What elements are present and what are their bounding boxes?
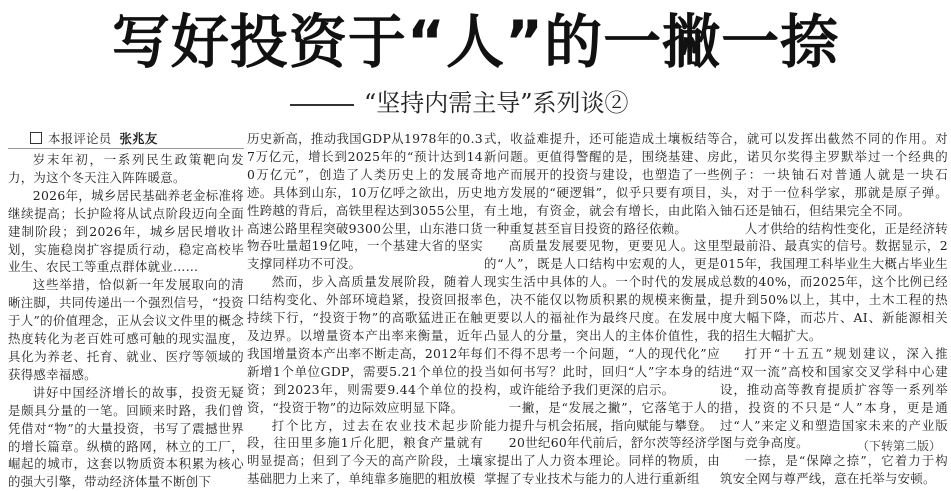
- continuation-note: （下转第二版）: [856, 439, 941, 453]
- paragraph: 一捺，是“保障之捺”，它着力于构筑安全网与尊严线，意在托举与安顿。: [720, 453, 948, 487]
- paragraph: 高质量发展要见物，更要见人。这里的“人”，既是人口结构中宏观的人，更是现实生活中具体的人。一个时代的发展成色，决不能仅以物质积累的规模来衡量，更要以人的福祉作为最终尺度。在发展中凸显人的分量，突出人的主体价值性，我们不得不思考一个问题，“人的现代化”应当如何书写？此时，回归“人”字本身的结构，或许能给予我们更深的启示。: [484, 238, 720, 397]
- subhead-dash: [290, 104, 354, 106]
- byline: [8, 130, 244, 149]
- paragraph: 20世纪60年代前后，舒尔茨等经济学家提出了人力资本理论。同样的物质，由掌握了专业技术与能力的人进行重新组: [484, 435, 720, 487]
- square-icon: [30, 132, 42, 144]
- article-column-4: [720, 130, 948, 487]
- subhead-text: “坚持内需主导”系列谈②: [364, 89, 629, 117]
- headline: 写好投资于“人”的一撇一捺: [111, 8, 840, 76]
- paragraph: 人才供给的结构性变化，正是经济转型最前沿、最真实的信号。数据显示，2015年，我国理工科毕业生大概占毕业生总数的40%，而2025年，这个比例已经提升到50%以上，其中，土木工程的热度大幅下降，而芯片、AI、新能源相关的招生大幅扩大。: [720, 220, 948, 343]
- article-column-2: [247, 130, 483, 487]
- subheadline: [290, 86, 710, 120]
- paragraph: 然而，步入高质量发展阶段，随着人口结构变化、外部环境趋紧，投资回报率持续下行，“投资于物”的高歌猛进正在触及边界。以增量资本产出率来衡量，近年我国增量资本产出率不断走高，2012年每新增1个单位GDP，需要5.21个单位的投资；到2023年，则需要9.44个单位的投资，“投资于物”的边际效应明显下降。: [247, 274, 483, 415]
- paragraph: 岁末年初，一系列民生政策靶向发力，为这个冬天注入阵阵暖意。: [8, 152, 244, 185]
- article-column-3: [484, 130, 720, 487]
- paragraph: 讲好中国经济增长的故事，投资无疑是颇具分量的一笔。回顾来时路，我们曾凭借对“物”的大量投资，书写了震撼世界的增长篇章。纵横的路网，林立的工厂，崛起的城市，这套以物质资本积累为核心的强大引擎，带动经济体量不断创下: [8, 384, 244, 490]
- paragraph: 这些举措，恰似新一年发展取向的清晰注脚，共同传递出一个强烈信号，“投资于人”的价值理念，正从会议文件里的概念热度转化为老百姓可感可触的现实温度，具化为养老、托育、就业、医疗等领域的获得感幸福感。: [8, 277, 244, 382]
- author-role: 本报评论员: [48, 131, 112, 146]
- paragraph: 打开“十五五”规划建议，深入推进“双一流”高校和国家交叉学科中心建设，推动高等教育提质扩容等一系列举措，投资的不只是“人”本身，更是通过“人”来定义和塑造国家未来的产业版图与竞争高度。: [720, 345, 948, 451]
- article-column-1: [8, 130, 244, 490]
- paragraph: 历史新高，推动我国GDP从1978年的0.37万亿元，增长到2025年的“预计达到140万亿元”，创造了人类历史上的发展奇迹。具体到山东，10万亿呼之欲出，历史性跨越的背后，高铁里程达到3055公里，高速公路里程突破9300公里，山东港口货物吞吐量超19亿吨，一个基建大省的坚实支撑同样功不可没。: [247, 131, 483, 272]
- paragraph: 合，就可以发挥出截然不同的作用。对此，诺贝尔奖得主罗默举过一个经典的例子：一块铀石对普通人就是一块石头，对于一位科学家，那就是原子弹。铀石还是铀石，但结果完全不同。: [720, 131, 948, 218]
- author-name: 张兆友: [119, 131, 158, 146]
- paragraph: 打个比方，过去在农业技术起步阶段，往田里多施1斤化肥，粮食产量就有明显提高；但到了今天的高产阶段，土壤基础肥力上来了，单纯靠多施肥的粗放模: [247, 417, 483, 487]
- paragraph: 一撇，是“发展之撇”，它落笔于人的能力提升与机会拓展，指向赋能与攀登。: [484, 399, 720, 433]
- paragraph: 2026年，城乡居民基础养老金标准将继续提高；长护险将从试点阶段迈向全面建制阶段；到2026年，城乡居民增收计划，实施稳岗扩容提质行动，稳定高校毕业生、农民工等重点群体就业……: [8, 187, 244, 275]
- paragraph: 式，收益难提升，还可能造成土壤板结等新问题。更值得警醒的是，围绕基建、房地产而展开的投资与建设，也塑造了一些地方发展的“硬逻辑”，似乎只要有项目，有土地，有资金，就会有增长，由此陷入一种重复甚至盲目投资的路径依赖。: [484, 131, 720, 236]
